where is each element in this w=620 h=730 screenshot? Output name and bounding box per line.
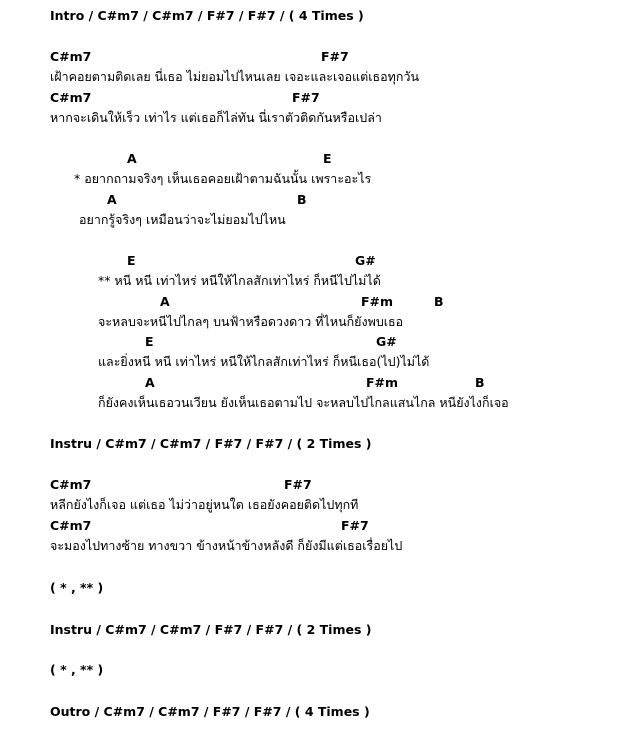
chord: F#m (366, 375, 399, 390)
chord: G# (376, 334, 397, 349)
repeat-marker: ( * , ** ) (50, 580, 104, 595)
chord: A (145, 375, 155, 390)
chord: G# (355, 253, 376, 268)
lyric-line: ก็ยังคงเห็นเธอวนเวียน ยังเห็นเธอตามไป จะหลบไปไกลแสนไกล หนียังไงก็เจอ (98, 395, 509, 410)
chord: E (127, 253, 136, 268)
chord: F#7 (292, 90, 320, 105)
chord: A (127, 151, 137, 166)
chord: A (107, 192, 117, 207)
lyric-line: อยากรู้จริงๆ เหมือนว่าจะไม่ยอมไปไหน (79, 212, 286, 227)
chord: C#m7 (50, 518, 92, 533)
lyric-line: ** หนี หนี เท่าไหร่ หนีให้ไกลสักเท่าไหร่ ก็หนีไปไม่ได้ (98, 273, 381, 288)
lyric-line: และยิ่งหนี หนี เท่าไหร่ หนีให้ไกลสักเท่าไหร่ ก็หนีเธอ(ไป)ไม่ได้ (98, 354, 430, 369)
chord: E (145, 334, 154, 349)
lyric-line: หากจะเดินให้เร็ว เท่าไร แต่เธอก็ไล่ทัน นี่เราตัวติดกันหรือเปล่า (50, 110, 382, 125)
lyric-line: จะมองไปทางซ้าย ทางขวา ข้างหน้าข้างหลังดี ก็ยังมีแต่เธอเรื่อยไป (50, 538, 403, 553)
lyric-line: จะหลบจะหนีไปไกลๆ บนฟ้าหรือดวงดาว ที่ไหนก็ยังพบเธอ (98, 314, 404, 329)
chord: F#7 (341, 518, 369, 533)
outro-line: Outro / C#m7 / C#m7 / F#7 / F#7 / ( 4 Times ) (50, 704, 370, 719)
repeat-marker: ( * , ** ) (50, 662, 104, 677)
instru-line: Instru / C#m7 / C#m7 / F#7 / F#7 / ( 2 Times ) (50, 622, 372, 637)
chord: E (323, 151, 332, 166)
chord: C#m7 (50, 477, 92, 492)
chord: B (297, 192, 307, 207)
intro-line: Intro / C#m7 / C#m7 / F#7 / F#7 / ( 4 Times ) (50, 8, 364, 23)
chord: F#m (361, 294, 394, 309)
lyric-line: * อยากถามจริงๆ เห็นเธอคอยเฝ้าตามฉันนั้น เพราะอะไร (74, 171, 372, 186)
lyric-line: เฝ้าคอยตามติดเลย นี่เธอ ไม่ยอมไปไหนเลย เจอะและเจอแต่เธอทุกวัน (50, 69, 420, 84)
chord: C#m7 (50, 90, 92, 105)
chord: C#m7 (50, 49, 92, 64)
chord: F#7 (284, 477, 312, 492)
chord: B (475, 375, 485, 390)
chord: B (434, 294, 444, 309)
chord: F#7 (321, 49, 349, 64)
instru-line: Instru / C#m7 / C#m7 / F#7 / F#7 / ( 2 Times ) (50, 436, 372, 451)
lyric-line: หลีกยังไงก็เจอ แต่เธอ ไม่ว่าอยู่หนใด เธอยังคอยติดไปทุกที (50, 497, 359, 512)
chord: A (160, 294, 170, 309)
